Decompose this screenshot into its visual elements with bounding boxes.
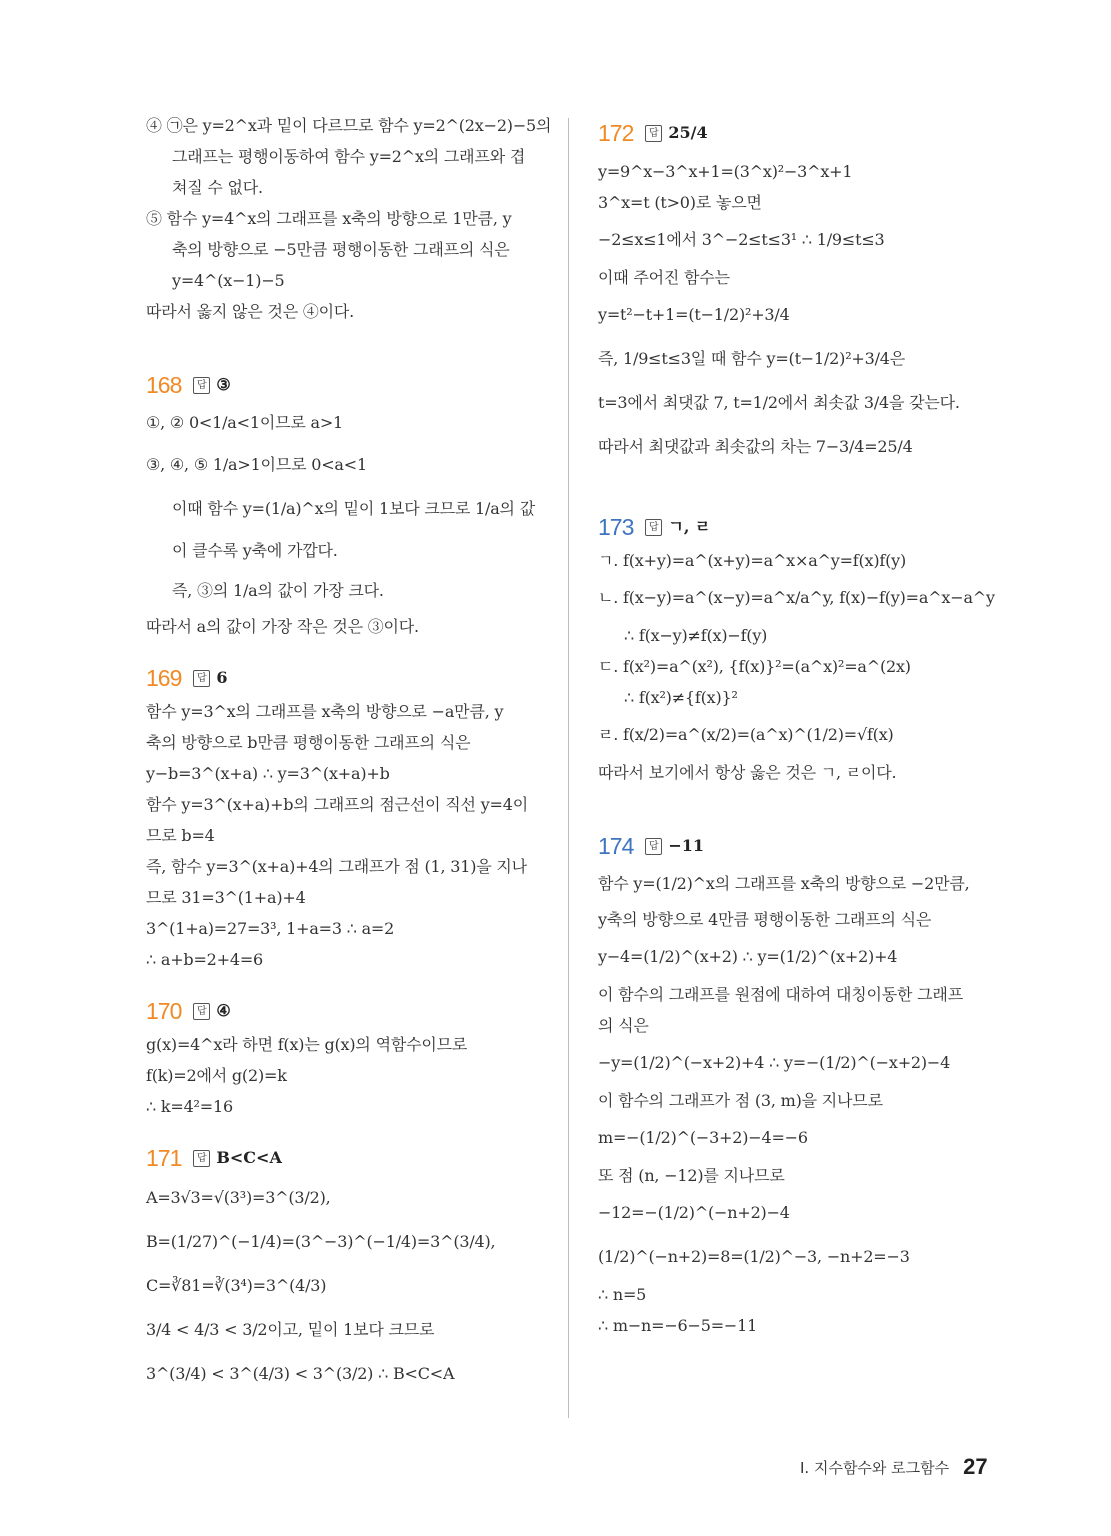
solution-line: 함수 y=(1/2)^x의 그래프를 x축의 방향으로 −2만큼, bbox=[598, 874, 970, 893]
solution-line: ∴ m−n=−6−5=−11 bbox=[598, 1316, 758, 1335]
solution-line: ∴ f(x²)≠{f(x)}² bbox=[624, 688, 738, 707]
solution-line: 즉, ③의 1/a의 값이 가장 크다. bbox=[172, 581, 384, 600]
problem-number: 172 bbox=[598, 120, 634, 146]
solution-line: ∴ n=5 bbox=[598, 1285, 647, 1304]
answer-value: ③ bbox=[216, 375, 231, 394]
solution-line: (1/2)^(−n+2)=8=(1/2)^−3, −n+2=−3 bbox=[598, 1247, 910, 1266]
solution-line: 이 함수의 그래프가 점 (3, m)을 지나므로 bbox=[598, 1091, 883, 1110]
answer-value: ④ bbox=[216, 1001, 231, 1020]
solution-line: ∴ a+b=2+4=6 bbox=[146, 950, 264, 969]
solution-line: ⑤ 함수 y=4^x의 그래프를 x축의 방향으로 1만큼, y bbox=[146, 209, 512, 228]
solution-line: 이 함수의 그래프를 원점에 대하여 대칭이동한 그래프 bbox=[598, 985, 963, 1004]
solution-line: 3^(3/4) < 3^(4/3) < 3^(3/2) ∴ B<C<A bbox=[146, 1364, 455, 1383]
problem-header bbox=[146, 1140, 546, 1176]
solution-line: 의 식은 bbox=[598, 1016, 649, 1035]
answer-value: B<C<A bbox=[216, 1148, 282, 1167]
solution-line: 또 점 (n, −12)를 지나므로 bbox=[598, 1166, 785, 1185]
answer-badge-icon: 답 bbox=[645, 125, 662, 142]
solution-line: y=9^x−3^x+1=(3^x)²−3^x+1 bbox=[598, 162, 853, 181]
problem-172 bbox=[598, 110, 998, 469]
solution-line: 3^x=t (t>0)로 놓으면 bbox=[598, 193, 762, 212]
left-column bbox=[146, 110, 552, 1396]
problem-168 bbox=[146, 367, 546, 642]
solution-line: y축의 방향으로 4만큼 평행이동한 그래프의 식은 bbox=[598, 910, 932, 929]
solution-line: 축의 방향으로 b만큼 평행이동한 그래프의 식은 bbox=[146, 733, 471, 752]
solution-line: −2≤x≤1에서 3^−2≤t≤3¹ ∴ 1/9≤t≤3 bbox=[598, 230, 885, 249]
solution-line: 이때 주어진 함수는 bbox=[598, 268, 730, 287]
answer-value: 6 bbox=[216, 668, 228, 687]
solution-line: f(k)=2에서 g(2)=k bbox=[146, 1066, 287, 1085]
solution-line: y=t²−t+1=(t−1/2)²+3/4 bbox=[598, 305, 790, 324]
problem-number: 171 bbox=[146, 1145, 182, 1171]
solution-line: t=3에서 최댓값 7, t=1/2에서 최솟값 3/4을 갖는다. bbox=[598, 393, 960, 412]
problem-169 bbox=[146, 660, 546, 975]
solution-line: −12=−(1/2)^(−n+2)−4 bbox=[598, 1203, 790, 1222]
page-footer bbox=[800, 1452, 988, 1482]
solution-line: 따라서 보기에서 항상 옳은 것은 ㄱ, ㄹ이다. bbox=[598, 763, 897, 782]
solution-line: 3^(1+a)=27=3³, 1+a=3 ∴ a=2 bbox=[146, 919, 395, 938]
solution-line: −y=(1/2)^(−x+2)+4 ∴ y=−(1/2)^(−x+2)−4 bbox=[598, 1053, 951, 1072]
solution-line: ∴ k=4²=16 bbox=[146, 1097, 233, 1116]
solution-line: ④ ㉠은 y=2^x과 밑이 다르므로 함수 y=2^(2x−2)−5의 bbox=[146, 116, 552, 135]
solution-line: 그래프는 평행이동하여 함수 y=2^x의 그래프와 겹 bbox=[172, 147, 526, 166]
solution-line: ㄹ. f(x/2)=a^(x/2)=(a^x)^(1/2)=√f(x) bbox=[598, 725, 894, 744]
solution-line: 축의 방향으로 −5만큼 평행이동한 그래프의 식은 bbox=[172, 240, 510, 259]
solution-line: 즉, 함수 y=3^(x+a)+4의 그래프가 점 (1, 31)을 지나 bbox=[146, 857, 527, 876]
problem-number: 173 bbox=[598, 514, 634, 540]
solution-line: ㄱ. f(x+y)=a^(x+y)=a^x×a^y=f(x)f(y) bbox=[598, 551, 907, 570]
right-column bbox=[598, 110, 998, 1341]
answer-badge-icon: 답 bbox=[193, 1150, 210, 1167]
solution-line: 함수 y=3^(x+a)+b의 그래프의 점근선이 직선 y=4이 bbox=[146, 795, 528, 814]
solution-line: 따라서 a의 값이 가장 작은 것은 ③이다. bbox=[146, 617, 419, 636]
problem-header bbox=[598, 110, 998, 156]
problem-header bbox=[598, 828, 998, 864]
answer-badge-icon: 답 bbox=[193, 1003, 210, 1020]
problem-number: 170 bbox=[146, 998, 182, 1024]
chapter-title: I. 지수함수와 로그함수 bbox=[800, 1458, 950, 1477]
solution-line: 쳐질 수 없다. bbox=[172, 178, 263, 197]
solution-line: 즉, 1/9≤t≤3일 때 함수 y=(t−1/2)²+3/4은 bbox=[598, 349, 906, 368]
problem-number: 169 bbox=[146, 665, 182, 691]
solution-line: 따라서 옳지 않은 것은 ④이다. bbox=[146, 302, 355, 321]
problem-174 bbox=[598, 828, 998, 1341]
solution-line: 이때 함수 y=(1/a)^x의 밑이 1보다 크므로 1/a의 값 bbox=[172, 499, 535, 518]
solution-line: C=∛81=∛(3⁴)=3^(4/3) bbox=[146, 1276, 327, 1295]
solution-line: g(x)=4^x라 하면 f(x)는 g(x)의 역함수이므로 bbox=[146, 1035, 468, 1054]
solution-line: ㄴ. f(x−y)=a^(x−y)=a^x/a^y, f(x)−f(y)=a^x−a^y bbox=[598, 588, 995, 607]
prev-solution-continuation bbox=[146, 110, 552, 327]
solution-line: ①, ② 0<1/a<1이므로 a>1 bbox=[146, 413, 344, 432]
answer-badge-icon: 답 bbox=[645, 519, 662, 536]
solution-line: ㄷ. f(x²)=a^(x²), {f(x)}²=(a^x)²=a^(2x) bbox=[598, 657, 911, 676]
solution-line: 함수 y=3^x의 그래프를 x축의 방향으로 −a만큼, y bbox=[146, 702, 504, 721]
column-divider bbox=[568, 118, 569, 1418]
answer-value: 25/4 bbox=[668, 123, 708, 142]
solution-line: y−b=3^(x+a) ∴ y=3^(x+a)+b bbox=[146, 764, 390, 783]
solution-line: 3/4 < 4/3 < 3/2이고, 밑이 1보다 크므로 bbox=[146, 1320, 435, 1339]
problem-173 bbox=[598, 509, 998, 788]
solution-line: y=4^(x−1)−5 bbox=[172, 271, 285, 290]
solution-line: 이 클수록 y축에 가깝다. bbox=[172, 541, 338, 560]
answer-badge-icon: 답 bbox=[193, 670, 210, 687]
problem-header bbox=[598, 509, 998, 545]
problem-171 bbox=[146, 1140, 546, 1396]
answer-badge-icon: 답 bbox=[193, 377, 210, 394]
problem-number: 174 bbox=[598, 833, 634, 859]
problem-170 bbox=[146, 993, 546, 1122]
answer-value: ㄱ, ㄹ bbox=[668, 517, 711, 536]
problem-header bbox=[146, 367, 546, 403]
solution-line: y−4=(1/2)^(x+2) ∴ y=(1/2)^(x+2)+4 bbox=[598, 947, 898, 966]
solution-line: A=3√3=√(3³)=3^(3/2), bbox=[146, 1188, 331, 1207]
problem-number: 168 bbox=[146, 372, 182, 398]
solution-line: B=(1/27)^(−1/4)=(3^−3)^(−1/4)=3^(3/4), bbox=[146, 1232, 496, 1251]
solution-line: ∴ f(x−y)≠f(x)−f(y) bbox=[624, 626, 768, 645]
solution-line: 므로 31=3^(1+a)+4 bbox=[146, 888, 306, 907]
answer-badge-icon: 답 bbox=[645, 838, 662, 855]
solution-line: 므로 b=4 bbox=[146, 826, 215, 845]
problem-header bbox=[146, 660, 546, 696]
solution-line: ③, ④, ⑤ 1/a>1이므로 0<a<1 bbox=[146, 455, 367, 474]
page-number: 27 bbox=[963, 1454, 988, 1479]
problem-header bbox=[146, 993, 546, 1029]
solution-line: m=−(1/2)^(−3+2)−4=−6 bbox=[598, 1128, 808, 1147]
solution-line: 따라서 최댓값과 최솟값의 차는 7−3/4=25/4 bbox=[598, 437, 913, 456]
answer-value: −11 bbox=[668, 836, 705, 855]
